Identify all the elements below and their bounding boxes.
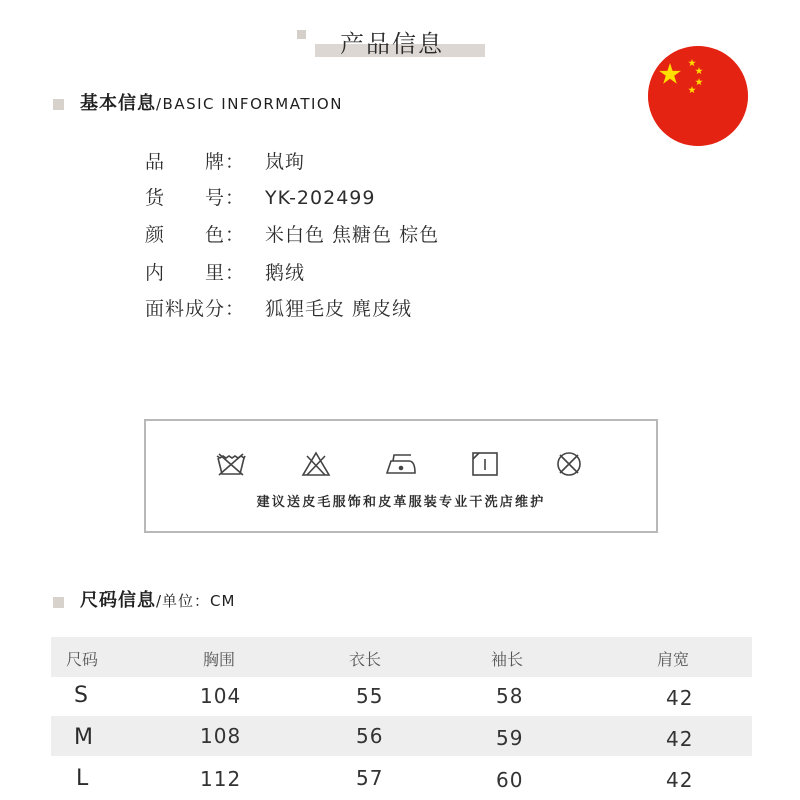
size-table-cell-size: M — [74, 725, 94, 750]
size-table-cell-size: S — [74, 683, 89, 708]
basic-info-title-en: /BASIC INFORMATION — [156, 95, 343, 113]
size-table-cell-length: 57 — [356, 766, 384, 790]
size-table-cell-chest: 112 — [200, 767, 242, 791]
info-value: 鹅绒 — [265, 262, 306, 284]
section-marker-square — [53, 597, 64, 608]
size-info-heading — [80, 586, 235, 612]
no-wash-icon — [215, 450, 247, 478]
size-table-header-chest: 胸围 — [203, 650, 236, 669]
size-table-header-size: 尺码 — [66, 650, 99, 669]
size-table-cell-chest: 104 — [200, 684, 242, 708]
china-flag-icon — [648, 46, 748, 146]
info-row-brand — [145, 147, 305, 174]
info-row-item-number — [145, 183, 375, 210]
page-title: 产品信息 — [340, 30, 444, 58]
title-decoration-square — [297, 30, 306, 39]
size-table-cell-size: L — [76, 766, 90, 791]
size-table-cell-shoulder: 42 — [666, 686, 694, 710]
size-table-cell-sleeve: 60 — [496, 768, 524, 792]
size-table-cell-chest: 108 — [200, 724, 242, 748]
size-table-header-shoulder: 肩宽 — [657, 650, 690, 669]
size-info-title-zh: 尺码信息 — [80, 590, 156, 611]
basic-info-title-zh: 基本信息 — [80, 93, 156, 114]
info-label: 面料成分： — [145, 298, 246, 320]
no-bleach-icon — [300, 450, 332, 478]
info-row-lining — [145, 258, 305, 285]
care-instructions-text: 建议送皮毛服饰和皮革服装专业干洗店维护 — [256, 495, 546, 510]
info-label: 货 号： — [145, 187, 246, 209]
info-value: 岚珣 — [265, 151, 306, 173]
size-table-cell-shoulder: 42 — [666, 727, 694, 751]
size-table-cell-shoulder: 42 — [666, 768, 694, 792]
size-table-cell-length: 56 — [356, 724, 384, 748]
size-table-cell-sleeve: 58 — [496, 684, 524, 708]
info-value: 米白色 焦糖色 棕色 — [265, 224, 440, 246]
section-marker-square — [53, 99, 64, 110]
size-table-header-background — [51, 637, 752, 677]
size-table-cell-sleeve: 59 — [496, 726, 524, 750]
size-table-row-band — [51, 716, 752, 756]
info-row-fabric — [145, 294, 412, 321]
basic-info-heading — [80, 89, 343, 115]
size-table-header-length: 衣长 — [349, 650, 382, 669]
low-iron-icon — [383, 450, 415, 478]
no-tumble-dry-icon — [553, 450, 585, 478]
info-value: YK-202499 — [265, 187, 376, 209]
info-label: 颜 色： — [145, 224, 246, 246]
size-table-cell-length: 55 — [356, 684, 384, 708]
size-info-unit: /单位：CM — [156, 592, 236, 610]
info-row-color — [145, 220, 439, 247]
line-dry-icon — [469, 450, 501, 478]
info-value: 狐狸毛皮 麂皮绒 — [265, 298, 413, 320]
info-label: 内 里： — [145, 262, 246, 284]
size-table-header-sleeve: 袖长 — [491, 650, 524, 669]
info-label: 品 牌： — [145, 151, 246, 173]
